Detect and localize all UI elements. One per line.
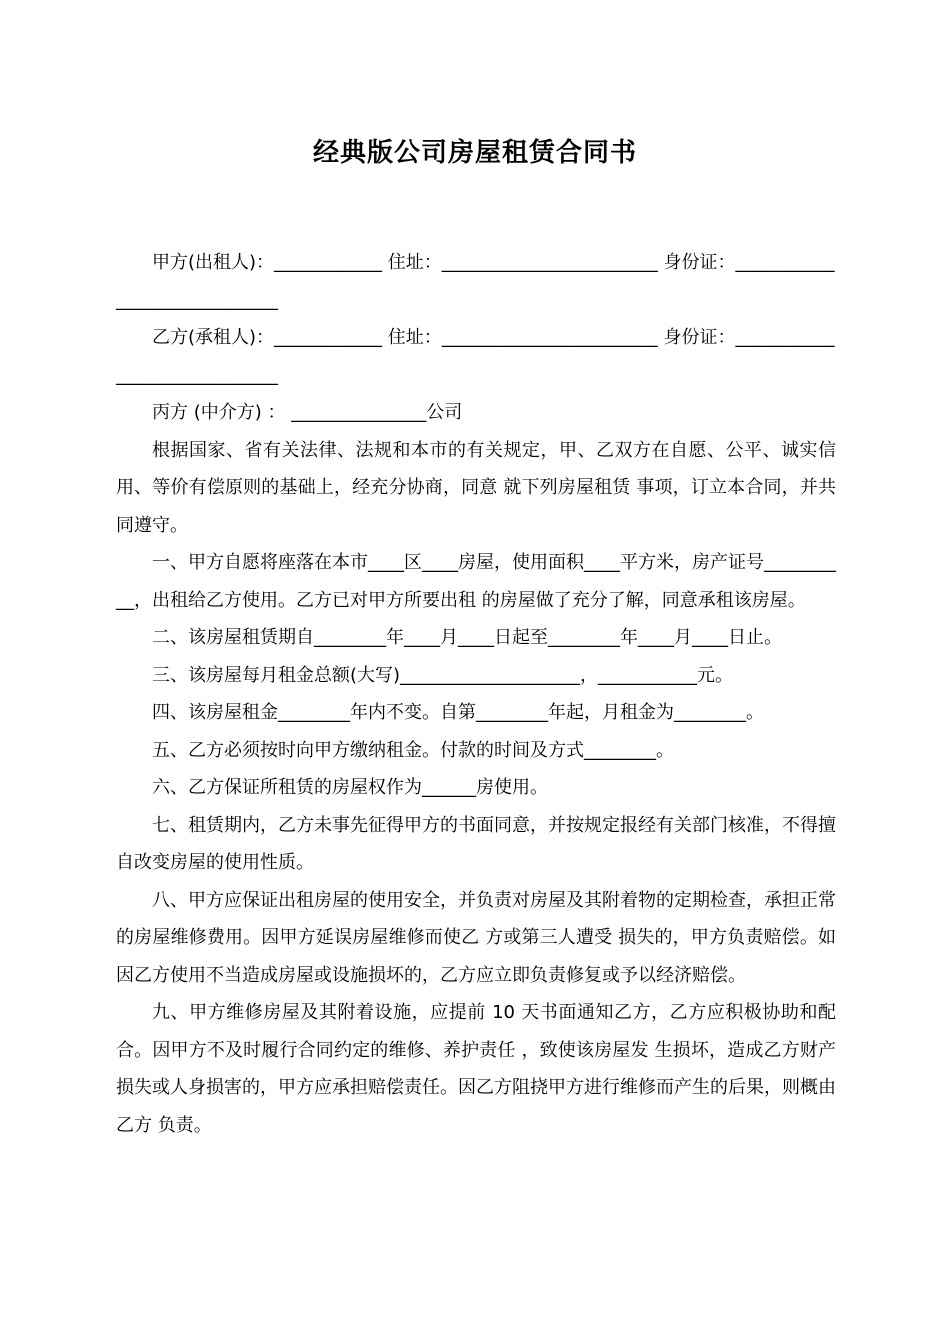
- party-c-line: 丙方 (中介方) ： _______________公司: [152, 402, 463, 423]
- clause-1: 一、甲方自愿将座落在本市____区____房屋，使用面积____平方米，房产证号__________，出租给乙方使用。乙方已对甲方所要出租 的房屋做了充分了解，同意承租该房屋。: [116, 552, 836, 611]
- party-b-line: 乙方(承租人)：____________ 住址：________________________ 身份证：_____________________________: [116, 327, 835, 386]
- clause-8: 八、甲方应保证出租房屋的使用安全，并负责对房屋及其附着物的定期检查，承担正常的房屋维修费用。因甲方延误房屋维修而使乙 方或第三人遭受 损失的，甲方负责赔偿。如因乙方使用不当造成房屋或设施损坏的，乙方应立即负责修复或予以经济赔偿。: [116, 889, 836, 986]
- clause-5: 五、乙方必须按时向甲方缴纳租金。付款的时间及方式________。: [152, 739, 674, 761]
- party-a-line: 甲方(出租人)：____________ 住址：________________________ 身份证：_____________________________: [116, 252, 835, 311]
- clause-7: 七、租赁期内，乙方未事先征得甲方的书面同意，并按规定报经有关部门核准，不得擅自改变房屋的使用性质。: [116, 814, 836, 873]
- document-body: [116, 244, 836, 1144]
- clause-9: 九、甲方维修房屋及其附着设施，应提前 10 天书面通知乙方，乙方应积极协助和配合。因甲方不及时履行合同约定的维修、养护责任 ，致使该房屋发 生损坏，造成乙方财产损失或人身损害的，甲方应承担赔偿责任。因乙方阻挠甲方进行维修而产生的后果，则概由乙方 负责。: [116, 1002, 836, 1136]
- document-title: 经典版公司房屋租赁合同书: [312, 138, 637, 168]
- clause-3: 三、该房屋每月租金总额(大写)____________________，___________元。: [152, 664, 734, 686]
- clause-4: 四、该房屋租金________年内不变。自第________年起，月租金为________。: [152, 702, 764, 723]
- clause-2: 二、该房屋租赁期自________年____月____日起至________年____月____日止。: [152, 627, 782, 648]
- preamble-paragraph: 根据国家、省有关法律、法规和本市的有关规定，甲、乙双方在自愿、公平、诚实信用、等价有偿原则的基础上，经充分协商，同意 就下列房屋租赁 事项，订立本合同，并共同遵守。: [116, 439, 836, 536]
- clause-6: 六、乙方保证所租赁的房屋权作为______房使用。: [152, 777, 548, 798]
